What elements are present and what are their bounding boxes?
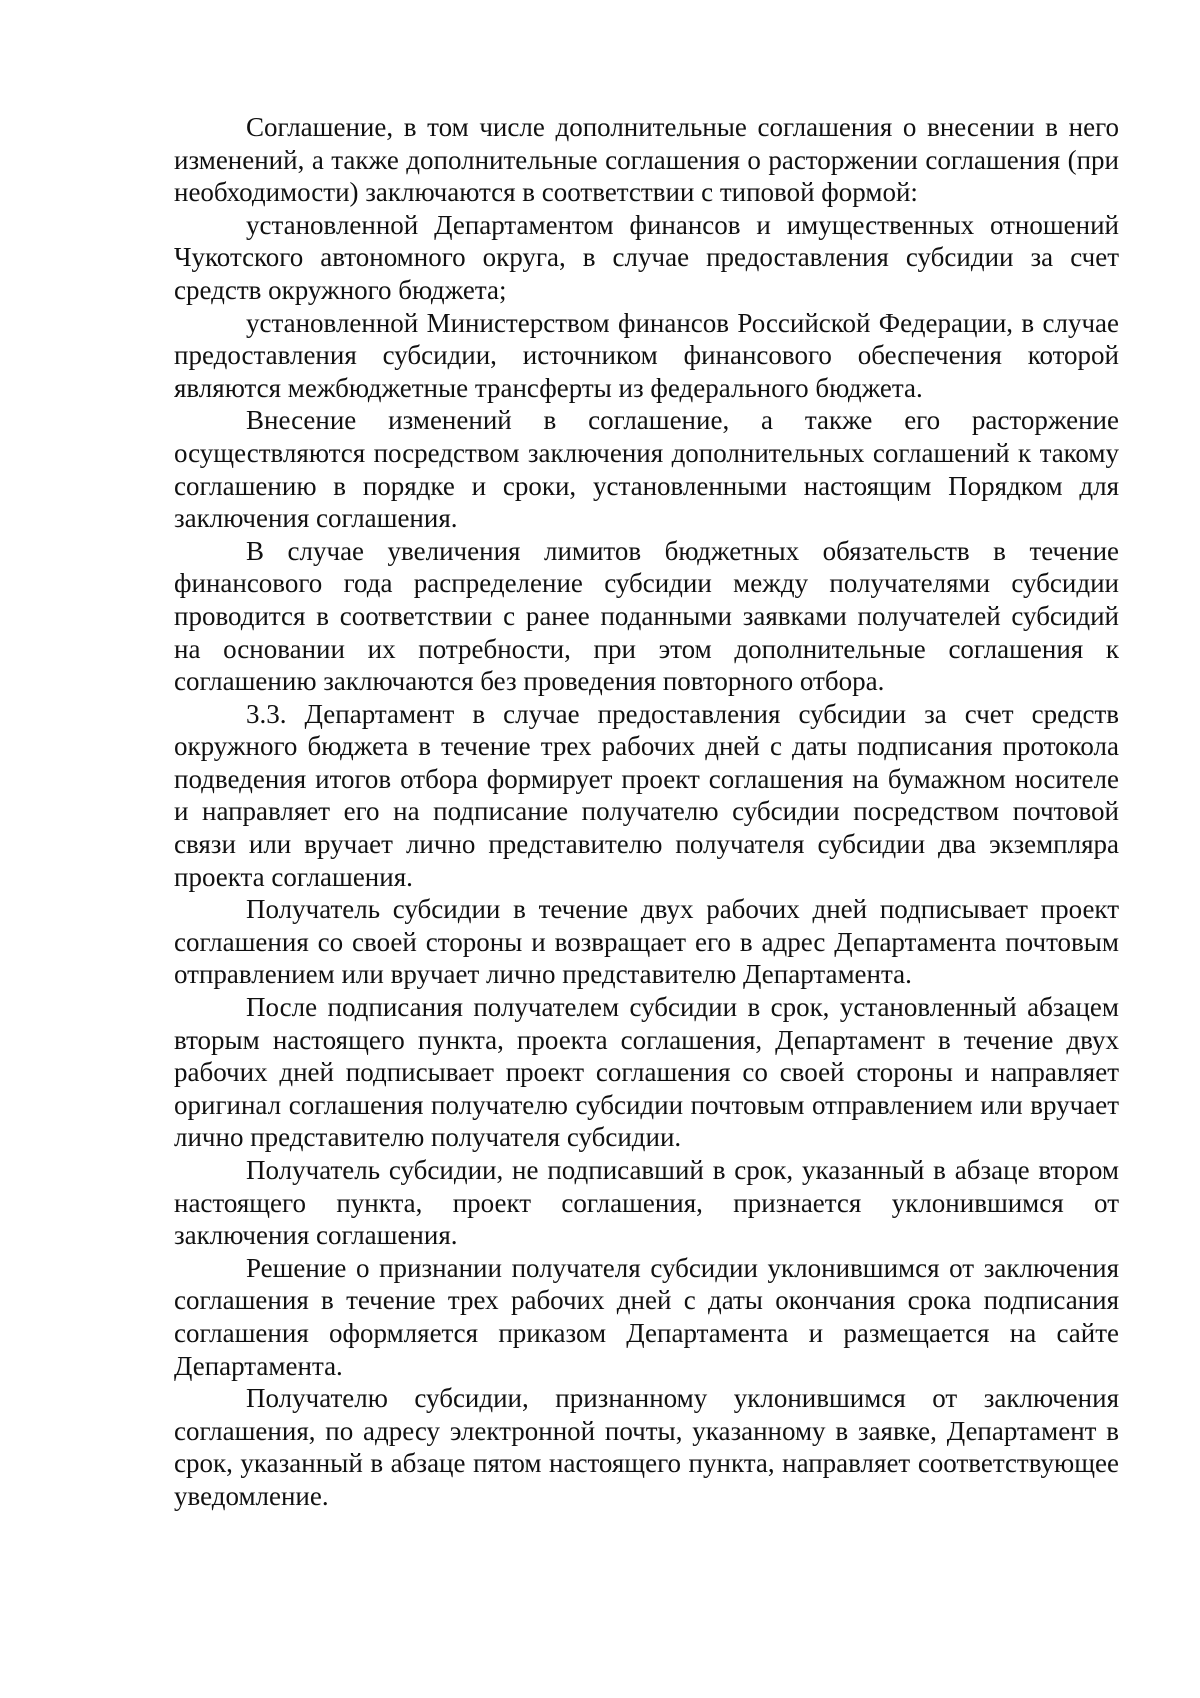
paragraph-notification: Получателю субсидии, признанному уклонившимся от заключения соглашения, по адресу электронной почты, указанному в заявке, Департамент в срок, указанный в абзаце пятом настоящего пункта, направляет соответствующее уведомление. bbox=[174, 1383, 1119, 1511]
paragraph-department-signing: После подписания получателем субсидии в срок, установленный абзацем вторым настоящего пункта, проекта соглашения, Департамент в течение двух рабочих дней подписывает проект соглашения со своей стороны и направляет оригинал соглашения получателю субсидии почтовым отправлением или вручает лично представителю получателя субсидии. bbox=[174, 992, 1119, 1153]
paragraph-amendments: Внесение изменений в соглашение, а также его расторжение осуществляются посредством заключения дополнительных соглашений к такому соглашению в порядке и сроки, установленными настоящим Порядком для заключения соглашения. bbox=[174, 405, 1119, 534]
paragraph-federal-ministry: установленной Министерством финансов Российской Федерации, в случае предоставления субсидии, источником финансового обеспечения которой являются межбюджетные трансферты из федерального бюджета. bbox=[174, 307, 1119, 403]
paragraph-recipient-signing: Получатель субсидии в течение двух рабочих дней подписывает проект соглашения со своей стороны и возвращает его в адрес Департамента почтовым отправлением или вручает лично представителю Департамента. bbox=[174, 894, 1119, 990]
paragraph-evasion: Получатель субсидии, не подписавший в срок, указанный в абзаце втором настоящего пункта, проект соглашения, признается уклонившимся от заключения соглашения. bbox=[174, 1155, 1119, 1251]
paragraph-budget-limits: В случае увеличения лимитов бюджетных обязательств в течение финансового года распределение субсидии между получателями субсидии проводится в соответствии с ранее поданными заявками получателей субсидий на основании их потребности, при этом дополнительные соглашения к соглашению заключаются без проведения повторного отбора. bbox=[174, 535, 1119, 697]
paragraph-agreement-form: Соглашение, в том числе дополнительные соглашения о внесении в него изменений, а также дополнительные соглашения о расторжении соглашения (при необходимости) заключаются в соответствии с типовой формой: bbox=[174, 112, 1119, 208]
paragraph-section-3-3: 3.3. Департамент в случае предоставления субсидии за счет средств окружного бюджета в течение трех рабочих дней с даты подписания протокола подведения итогов отбора формирует проект соглашения на бумажном носителе и направляет его на подписание получателю субсидии посредством почтовой связи или вручает лично представителю получателя субсидии два экземпляра проекта соглашения. bbox=[174, 698, 1119, 892]
paragraph-evasion-decision: Решение о признании получателя субсидии уклонившимся от заключения соглашения в течение трех рабочих дней с даты окончания срока подписания соглашения оформляется приказом Департамента и размещается на сайте Департамента. bbox=[174, 1252, 1119, 1381]
paragraph-regional-finance-dept: установленной Департаментом финансов и имущественных отношений Чукотского автономного округа, в случае предоставления субсидии за счет средств окружного бюджета; bbox=[174, 209, 1119, 305]
document-body bbox=[174, 111, 1119, 1513]
